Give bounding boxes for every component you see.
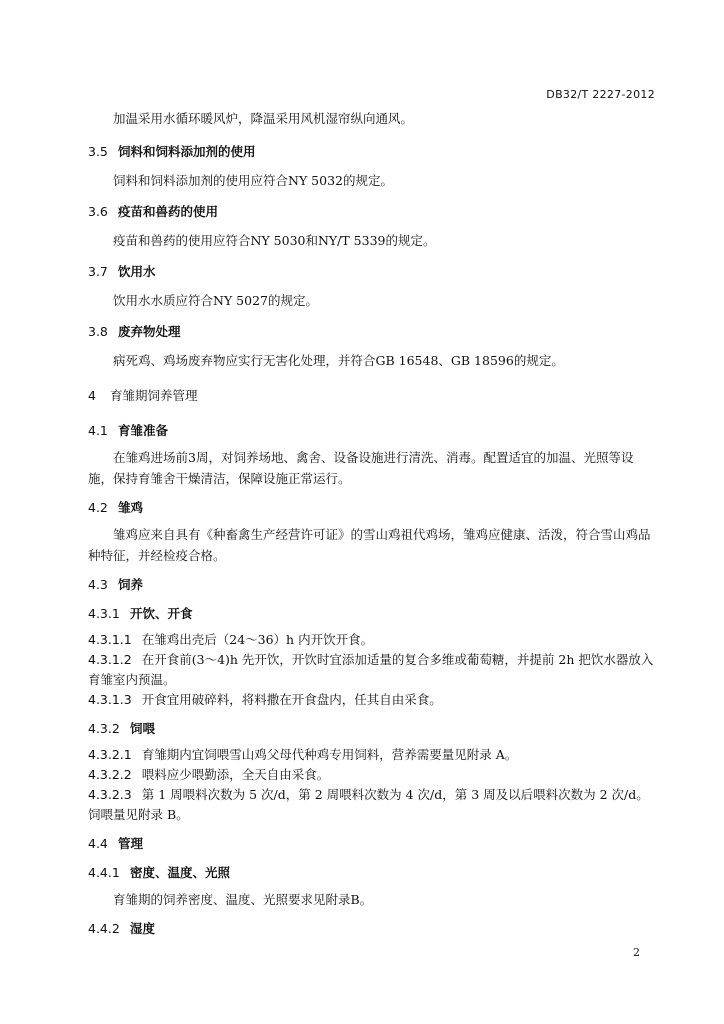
clause-4-3-2-1 [88, 745, 656, 765]
section-text-4-2: 雏鸡应来自具有《种畜禽生产经营许可证》的雪山鸡祖代鸡场，雏鸡应健康、活泼，符合雪山鸡品种特征，并经检疫合格。 [88, 527, 651, 563]
section-title: 开饮、开食 [130, 606, 193, 621]
section-text-4-1: 在雏鸡进场前3周，对饲养场地、禽舍、设备设施进行清洗、消毒。配置适宜的加温、光照等设施，保持育雏舍干燥清洁，保障设施正常运行。 [88, 450, 634, 486]
section-heading-4-2 [88, 497, 656, 518]
section-heading-4-4 [88, 833, 656, 854]
section-number: 4.4 [88, 836, 108, 851]
section-title: 密度、温度、光照 [130, 865, 231, 880]
section-heading-3-7 [88, 261, 656, 282]
clause-4-3-2-2 [88, 765, 656, 785]
section-number: 4.3 [88, 577, 108, 592]
subsection-heading-4-4-1 [88, 862, 656, 883]
clause-text: 第 1 周喂料次数为 5 次/d，第 2 周喂料次数为 4 次/d，第 3 周及以后喂料次数为 2 次/d。饲喂量见附录 B。 [88, 787, 649, 822]
section-number: 4.4.2 [88, 921, 120, 936]
section-title: 饲喂 [130, 721, 156, 736]
section-text-3-5: 饲料和饲料添加剂的使用应符合NY 5032的规定。 [113, 173, 393, 188]
section-heading-3-5 [88, 141, 656, 162]
clause-text: 在开食前(3～4)h 先开饮，开饮时宜添加适量的复合多维或葡萄糖，并提前 2h 把饮水器放入育雏室内预温。 [88, 652, 654, 687]
section-number: 4.1 [88, 423, 108, 438]
section-title: 疫苗和兽药的使用 [118, 204, 219, 219]
clause-text: 育雏期内宜饲喂雪山鸡父母代种鸡专用饲料，营养需要量见附录 A。 [141, 747, 518, 762]
paragraph-heating: 加温采用水循环暖风炉，降温采用风机湿帘纵向通风。 [113, 111, 414, 126]
chapter-title: 育雏期饲养管理 [110, 388, 198, 403]
section-number: 4.4.1 [88, 865, 120, 880]
section-title: 育雏准备 [118, 423, 169, 438]
section-number: 4.3.1 [88, 606, 120, 621]
chapter-heading-4 [88, 385, 656, 406]
clause-4-3-1-2 [88, 650, 656, 690]
section-title: 废弃物处理 [118, 324, 181, 339]
clause-number: 4.3.1.1 [88, 632, 132, 647]
section-title: 雏鸡 [118, 500, 144, 515]
clause-text: 在雏鸡出壳后（24～36）h 内开饮开食。 [141, 632, 374, 647]
section-text-3-7: 饮用水水质应符合NY 5027的规定。 [113, 293, 318, 308]
section-number: 3.8 [88, 324, 108, 339]
section-number: 3.7 [88, 264, 108, 279]
clause-number: 4.3.1.2 [88, 652, 132, 667]
clause-number: 4.3.2.2 [88, 767, 132, 782]
page-number: 2 [633, 946, 640, 959]
subsection-heading-4-4-2 [88, 918, 656, 939]
section-number: 4.2 [88, 500, 108, 515]
section-title: 饲养 [118, 577, 144, 592]
section-title: 饮用水 [118, 264, 156, 279]
section-heading-3-8 [88, 321, 656, 342]
clause-4-3-1-1 [88, 630, 656, 650]
section-text-3-6: 疫苗和兽药的使用应符合NY 5030和NY/T 5339的规定。 [113, 233, 436, 248]
clause-text: 喂料应少喂勤添，全天自由采食。 [141, 767, 330, 782]
chapter-number: 4 [88, 388, 96, 403]
section-heading-4-1 [88, 420, 656, 441]
document-body [88, 108, 656, 939]
section-title: 管理 [118, 836, 144, 851]
section-text-3-8: 病死鸡、鸡场废弃物应实行无害化处理，并符合GB 16548、GB 18596的规定。 [113, 353, 564, 368]
clause-number: 4.3.1.3 [88, 692, 132, 707]
subsection-heading-4-3-1 [88, 603, 656, 624]
section-title: 饲料和饲料添加剂的使用 [118, 144, 256, 159]
section-heading-3-6 [88, 201, 656, 222]
section-number: 3.5 [88, 144, 108, 159]
section-number: 3.6 [88, 204, 108, 219]
document-code: DB32/T 2227-2012 [546, 88, 655, 101]
section-number: 4.3.2 [88, 721, 120, 736]
subsection-heading-4-3-2 [88, 718, 656, 739]
section-heading-4-3 [88, 574, 656, 595]
clause-text: 开食宜用破碎料，将料撒在开食盘内，任其自由采食。 [141, 692, 442, 707]
clause-number: 4.3.2.3 [88, 787, 132, 802]
section-text-4-4-1: 育雏期的饲养密度、温度、光照要求见附录B。 [113, 892, 373, 907]
section-title: 湿度 [130, 921, 156, 936]
clause-number: 4.3.2.1 [88, 747, 132, 762]
clause-4-3-2-3 [88, 785, 656, 825]
clause-4-3-1-3 [88, 690, 656, 710]
